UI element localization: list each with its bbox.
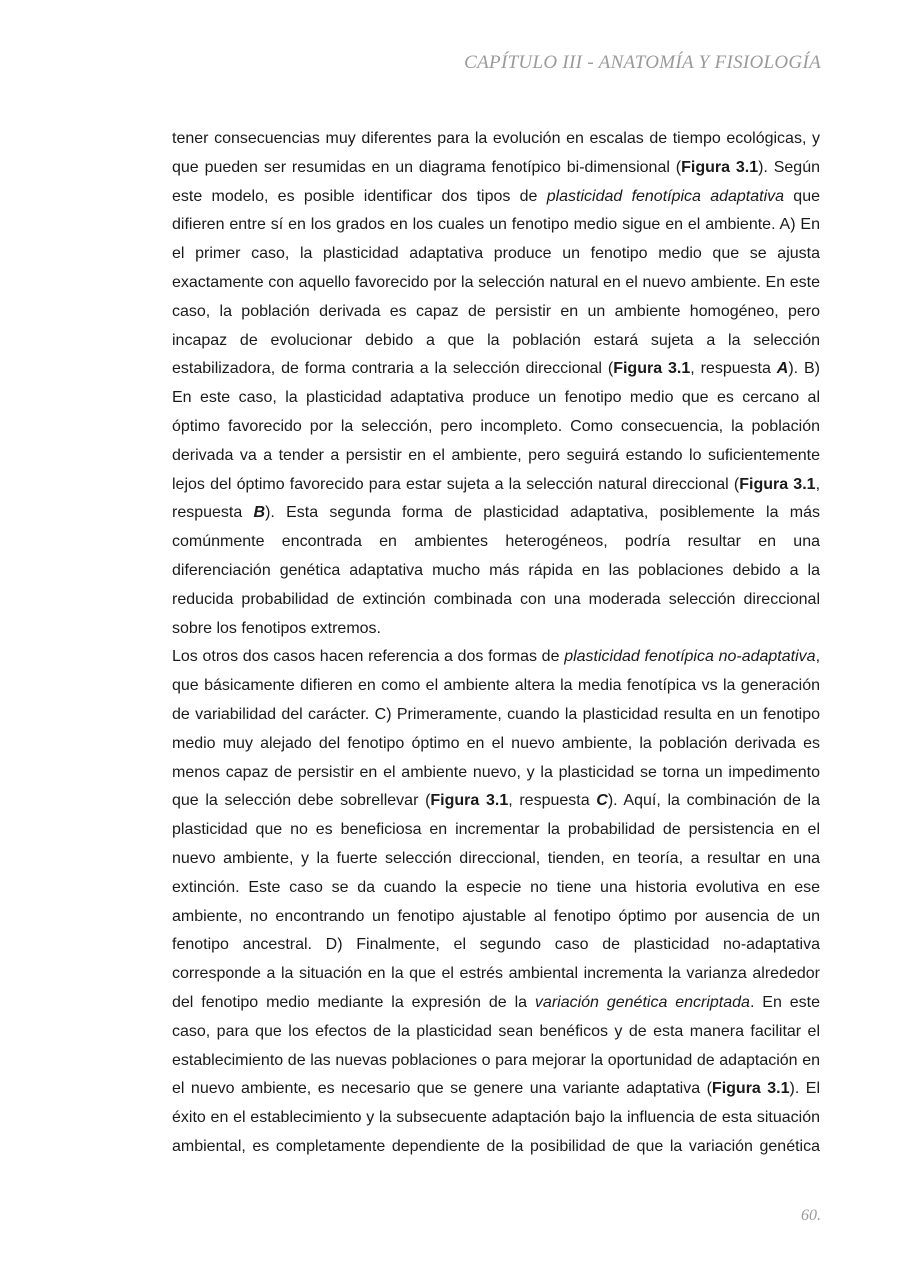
body-text	[172, 125, 820, 1162]
emphasis-bold: B	[253, 504, 266, 522]
page-number: 60.	[801, 1207, 821, 1224]
paragraph-1: tener consecuencias muy diferentes para la evolución en escalas de tiempo ecológicas, y que pueden ser resumidas en un diagrama fenotípico bi-dimensional (Figura 3.1). Según este modelo, es posible identificar dos tipos de plasticidad fenotípica adaptativa que difieren entre sí en los grados en los cuales un fenotipo medio sigue en el ambiente. A) En el primer caso, la plasticidad adaptativa produce un fenotipo medio que se ajusta exactamente con aquello favorecido por la selección natural en el nuevo ambiente. En este caso, la población derivada es capaz de persistir en un ambiente homogéneo, pero incapaz de evolucionar debido a que la población estará sujeta a la selección estabilizadora, de forma contraria a la selección direccional (Figura 3.1, respuesta A). B) En este caso, la plasticidad adaptativa produce un fenotipo medio que es cercano al óptimo favorecido por la selección, pero incompleto. Como consecuencia, la población derivada va a tender a persistir en el ambiente, pero seguirá estando lo suficientemente lejos del óptimo favorecido para estar sujeta a la selección natural direccional (Figura 3.1, respuesta B). Esta segunda forma de plasticidad adaptativa, posiblemente la más comúnmente encontrada en ambientes heterogéneos, podría resultar en una diferenciación genética adaptativa mucho más rápida en las poblaciones debido a la reducida probabilidad de extinción combinada con una moderada selección direccional sobre los fenotipos extremos.	[172, 130, 821, 637]
emphasis-bold: Figura 3.1	[681, 158, 759, 176]
emphasis-italic: plasticidad fenotípica adaptativa	[546, 187, 785, 205]
emphasis-italic: plasticidad fenotípica no-adaptativa	[564, 648, 816, 666]
running-header: CAPÍTULO III - ANATOMÍA Y FISIOLOGÍA	[464, 52, 821, 73]
emphasis-bold: A	[776, 360, 789, 378]
paragraph-2: Los otros dos casos hacen referencia a dos formas de plasticidad fenotípica no-adaptativa, que básicamente difieren en como el ambiente altera la media fenotípica vs la generación de variabilidad del carácter. C) Primeramente, cuando la plasticidad resulta en un fenotipo medio muy alejado del fenotipo óptimo en el nuevo ambiente, la población derivada es menos capaz de persistir en el ambiente nuevo, y la plasticidad se torna un impedimento que la selección debe sobrellevar (Figura 3.1, respuesta C). Aquí, la combinación de la plasticidad que no es beneficiosa en incrementar la probabilidad de persistencia en el nuevo ambiente, y la fuerte selección direccional, tienden, en teoría, a resultar en una extinción. Este caso se da cuando la especie no tiene una historia evolutiva en ese ambiente, no encontrando un fenotipo ajustable al fenotipo óptimo por ausencia de un fenotipo ancestral. D) Finalmente, el segundo caso de plasticidad no-adaptativa corresponde a la situación en la que el estrés ambiental incrementa la varianza alrededor del fenotipo medio mediante la expresión de la variación genética encriptada. En este caso, para que los efectos de la plasticidad sean benéficos y de esta manera facilitar el establecimiento de las nuevas poblaciones o para mejorar la oportunidad de adaptación en el nuevo ambiente, es necesario que se genere una variante adaptativa (Figura 3.1). El éxito en el establecimiento y la subsecuente adaptación bajo la influencia de esta situación ambiental, es completamente dependiente de la posibilidad de que la variación genética	[172, 648, 821, 1155]
emphasis-bold: Figura 3.1	[430, 792, 509, 810]
emphasis-bold: Figura 3.1	[711, 1080, 790, 1098]
emphasis-italic: variación genética encriptada	[534, 993, 750, 1011]
emphasis-bold: Figura 3.1	[739, 475, 816, 493]
emphasis-bold: C	[596, 792, 608, 810]
emphasis-bold: Figura 3.1	[613, 360, 691, 378]
